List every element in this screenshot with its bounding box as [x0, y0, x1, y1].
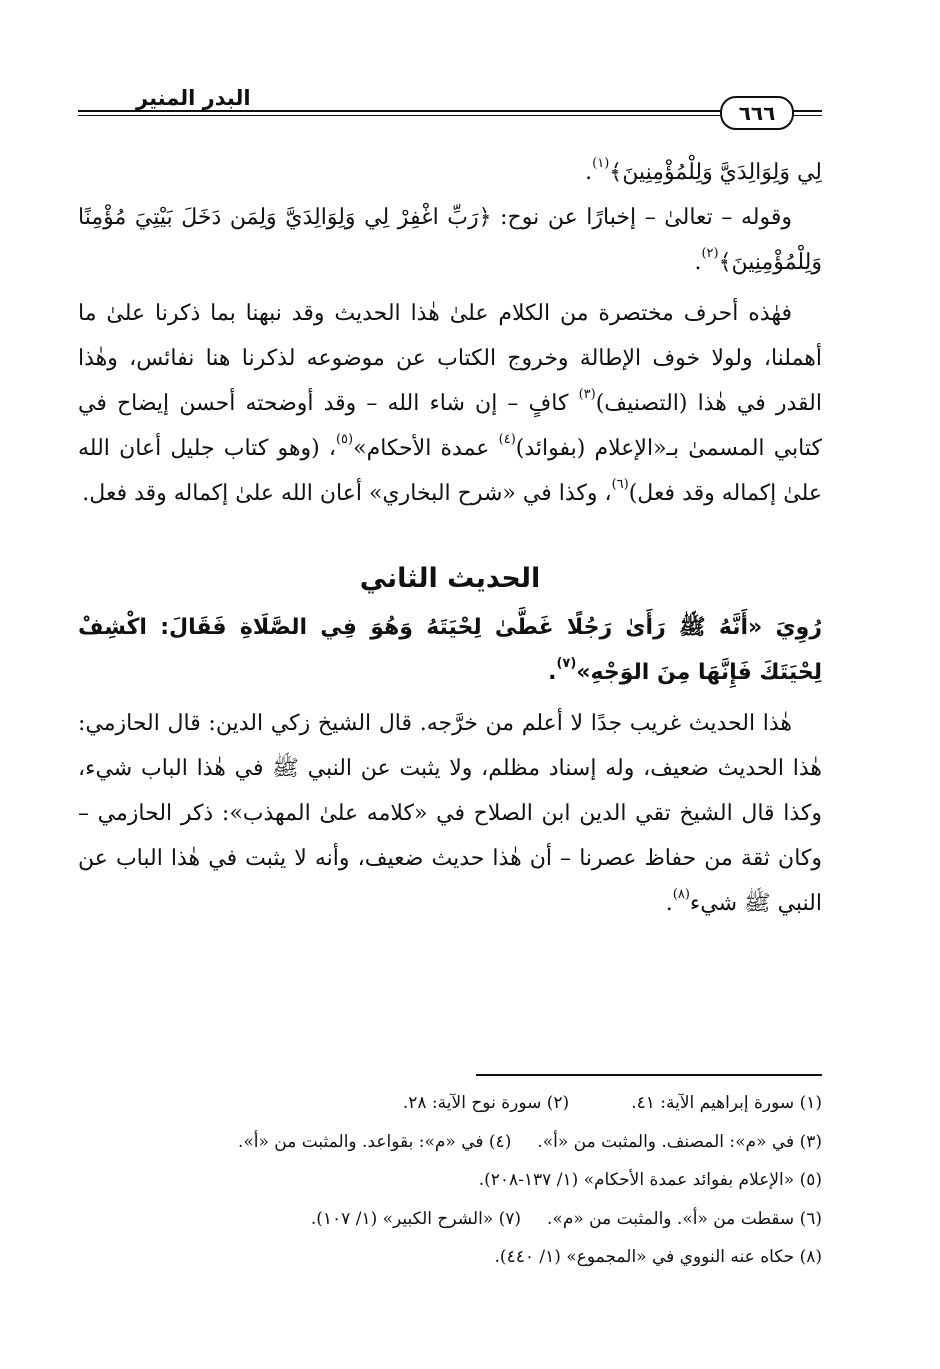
hadith-text — [78, 605, 822, 695]
footnote: (٨) حكاه عنه النووي في «المجموع» (١/ ٤٤٠). — [494, 1247, 822, 1267]
running-title: البدر المنير — [126, 86, 261, 110]
footnote-divider — [476, 1074, 822, 1076]
paragraph-text: وقوله – تعالىٰ – إخبارًا عن نوح: — [491, 205, 792, 230]
paragraph — [78, 195, 822, 285]
footnote: (٢) سورة نوح الآية: ٢٨. — [402, 1093, 570, 1113]
paragraph — [78, 701, 822, 926]
footnote: (٤) في «م»: بقواعد. والمثبت من «أ». — [237, 1131, 512, 1152]
verse-continuation — [78, 150, 822, 195]
section-heading: الحديث الثاني — [359, 563, 541, 594]
footnote-ref: (٨) — [672, 887, 690, 902]
footnote-ref: (٢) — [701, 246, 719, 261]
footnote: (٦) سقطت من «أ». والمثبت من «م». — [547, 1208, 822, 1229]
footnote-ref: (١) — [592, 156, 610, 171]
page-number: ٦٦٦ — [738, 101, 776, 125]
footnote-ref: (٥) — [335, 432, 354, 447]
footnote-line — [118, 1123, 822, 1162]
paragraph-text: هٰذا الحديث غريب جدًا لا أعلم من خرَّجه. قال الشيخ زكي الدين: قال الحازمي: هٰذا الحديث ضعيف، وله إسناد مظلم، ولا يثبت عن النبي ﷺ في هٰذا الباب شيء، وكذا قال الشيخ تقي الدين ابن الصلاح في «كلامه علىٰ المهذب»: ذكر الحازمي – وكان ثقة من حفاظ عصرنا – أن هٰذا حديث ضعيف، وأنه لا يثبت في هٰذا الباب عن النبي ﷺ شيء — [78, 711, 822, 916]
footnote: (١) سورة إبراهيم الآية: ٤١. — [631, 1093, 822, 1113]
footnote-line — [118, 1200, 822, 1239]
header-rule-thin — [78, 115, 822, 116]
footnote-line — [118, 1238, 822, 1277]
page-header — [78, 76, 822, 132]
quran-verse: ﴿رَبِّ اغْفِرْ لِي وَلِوَالِدَيَّ وَلِمَن دَخَلَ بَيْتِيَ مُؤْمِنًا وَلِلْمُؤْمِنِينَ﴾ — [78, 205, 822, 275]
footnote: (٥) «الإعلام بفوائد عمدة الأحكام» (١/ ١٣٧-٢٠٨). — [478, 1170, 822, 1190]
paragraph-text: عمدة الأحكام» — [353, 436, 499, 461]
paragraph-text: كافٍ – إن شاء الله – وقد أوضحته أحسن إيضاح في كتابي المسمىٰ بـ«الإعلام (بفوائد) — [78, 391, 822, 461]
quran-verse: لِي وَلِوَالِدَيَّ وَلِلْمُؤْمِنِينَ﴾ — [609, 160, 822, 185]
punctuation: . — [665, 891, 673, 916]
footnotes — [118, 1084, 822, 1277]
paragraph — [78, 291, 822, 516]
hadith-body: رُوِيَ «أَنَّهُ ﷺ رَأَىٰ رَجُلًا غَطَّىٰ لِحْيَتَهُ وَهُوَ فِي الصَّلَاةِ فَقَالَ: اكْشِفْ لِحْيَتَكَ فَإِنَّهَا مِنَ الوَجْهِ» — [78, 615, 822, 685]
punctuation: . — [585, 160, 593, 185]
paragraph-text: فهٰذه أحرف مختصرة من الكلام علىٰ هٰذا الحديث وقد نبهنا بما ذكرنا علىٰ ما أهملنا، ولولا خوف الإطالة وخروج الكتاب عن موضوعه لذكرنا هنا نفائس، وهٰذا القدر في هٰذا (التصنيف) — [78, 301, 822, 416]
footnote-ref: (٧) — [556, 656, 577, 671]
header-rule — [78, 110, 822, 112]
footnote-ref: (٦) — [611, 477, 629, 492]
punctuation: . — [694, 250, 702, 275]
footnote-line — [118, 1084, 822, 1123]
footnote-ref: (٣) — [578, 387, 596, 402]
paragraph-text: ، وكذا في «شرح البخاري» أعان الله علىٰ إكماله وقد فعل. — [82, 481, 612, 506]
footnote-line — [118, 1161, 822, 1200]
footnote: (٧) «الشرح الكبير» (١/ ١٠٧). — [310, 1208, 522, 1229]
page-body — [78, 150, 822, 926]
punctuation: . — [548, 660, 557, 685]
paragraph-text: ، (وهو كتاب جليل أعان الله علىٰ إكماله وقد فعل) — [78, 436, 822, 506]
footnote: (٣) في «م»: المصنف. والمثبت من «أ». — [537, 1131, 822, 1152]
page-number-badge — [720, 96, 794, 130]
footnote-ref: (٤) — [498, 432, 516, 447]
